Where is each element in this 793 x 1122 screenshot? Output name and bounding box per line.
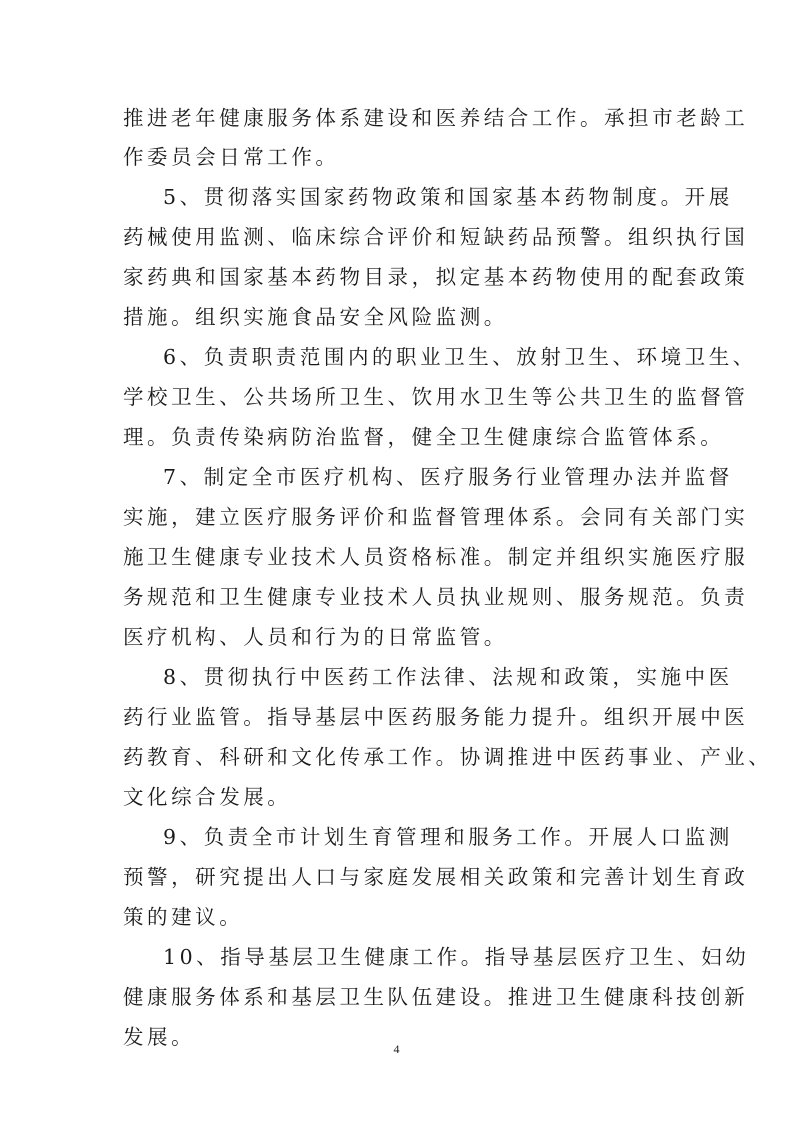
text-line: 家药典和国家基本药物目录，拟定基本药物使用的配套政策	[123, 265, 749, 289]
text-line: 药行业监管。指导基层中医药服务能力提升。组织开展中医	[123, 705, 749, 729]
text-line: 医疗机构、人员和行为的日常监管。	[123, 625, 508, 649]
text-line: 文化综合发展。	[123, 785, 292, 809]
text-line: 发展。	[123, 1025, 196, 1049]
text-line: 推进老年健康服务体系建设和医养结合工作。承担市老龄工	[123, 106, 749, 130]
paragraph-10-first-line: 10、指导基层卫生健康工作。指导基层医疗卫生、妇幼	[163, 945, 750, 969]
text-line: 健康服务体系和基层卫生队伍建设。推进卫生健康科技创新	[123, 985, 749, 1009]
text-line: 药教育、科研和文化传承工作。协调推进中医药事业、产业、	[123, 745, 773, 769]
paragraph-7-first-line: 7、制定全市医疗机构、医疗服务行业管理办法并监督	[163, 465, 733, 489]
text-line: 措施。组织实施食品安全风险监测。	[123, 305, 508, 329]
text-line: 务规范和卫生健康专业技术人员执业规则、服务规范。负责	[123, 585, 749, 609]
text-line: 药械使用监测、临床综合评价和短缺药品预警。组织执行国	[123, 225, 749, 249]
text-line: 预警，研究提出人口与家庭发展相关政策和完善计划生育政	[123, 865, 749, 889]
text-line: 学校卫生、公共场所卫生、饮用水卫生等公共卫生的监督管	[123, 385, 749, 409]
text-line: 作委员会日常工作。	[123, 145, 340, 169]
page-number: 4	[393, 1042, 400, 1056]
text-line: 理。负责传染病防治监督，健全卫生健康综合监管体系。	[123, 425, 725, 449]
text-line: 实施，建立医疗服务评价和监督管理体系。会同有关部门实	[123, 505, 749, 529]
paragraph-9-first-line: 9、负责全市计划生育管理和服务工作。开展人口监测	[163, 825, 733, 849]
paragraph-8-first-line: 8、贯彻执行中医药工作法律、法规和政策，实施中医	[163, 665, 733, 689]
text-line: 施卫生健康专业技术人员资格标准。制定并组织实施医疗服	[123, 545, 749, 569]
text-line: 策的建议。	[123, 905, 244, 929]
paragraph-5-first-line: 5、贯彻落实国家药物政策和国家基本药物制度。开展	[163, 185, 733, 209]
paragraph-6-first-line: 6、负责职责范围内的职业卫生、放射卫生、环境卫生、	[163, 345, 757, 369]
